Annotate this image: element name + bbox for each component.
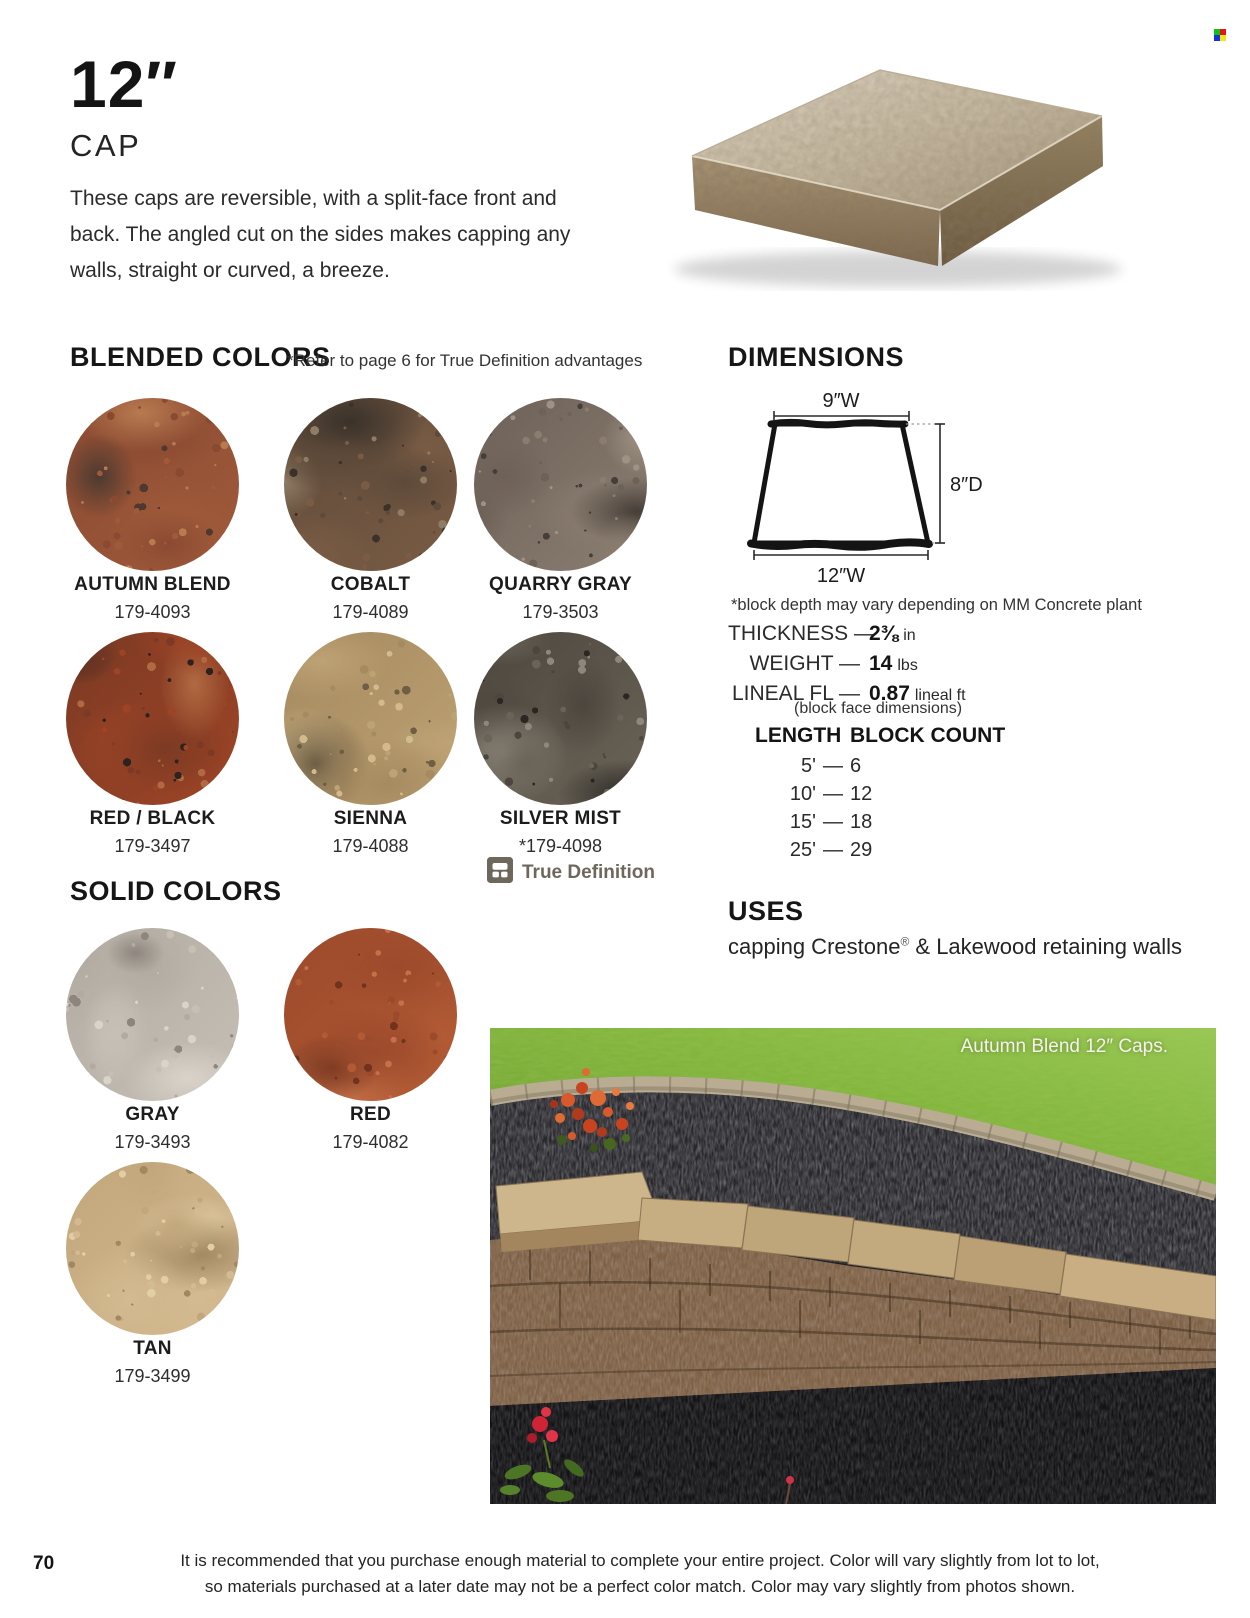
swatch-name: SILVER MIST <box>499 808 622 829</box>
table-row: 25' — 29 <box>789 839 873 861</box>
swatch-name: SIENNA <box>333 808 408 829</box>
swatch-sienna <box>284 632 457 805</box>
swatch-label <box>284 808 457 857</box>
dimensions-title: DIMENSIONS <box>728 342 905 372</box>
swatch-label <box>474 574 647 623</box>
swatch-name: COBALT <box>330 574 411 595</box>
true-definition-icon <box>487 857 513 888</box>
swatch-name: RED <box>349 1104 391 1125</box>
swatch-code: 179-3493 <box>114 1132 191 1152</box>
swatch-code: 179-3499 <box>114 1366 191 1386</box>
swatch-code: 179-3497 <box>114 836 191 856</box>
swatch-autumn-blend <box>66 398 239 571</box>
registered-mark: ® <box>900 934 910 949</box>
spec-thickness: THICKNESS —2⅜ in <box>728 622 916 645</box>
swatch-red <box>284 928 457 1101</box>
swatch-code: *179-4098 <box>518 836 603 856</box>
solid-colors-title: SOLID COLORS <box>70 876 282 906</box>
swatch-cobalt <box>284 398 457 571</box>
blended-colors-note: *Refer to page 6 for True Definition advantages <box>287 351 643 370</box>
swatch-code: 179-4082 <box>332 1132 409 1152</box>
corner-color-grid-icon <box>1214 29 1226 41</box>
swatch-label <box>474 808 647 857</box>
footer-disclaimer: It is recommended that you purchase enough material to complete your entire project. Color will vary slightly from lot to lot, so materials purchased at a later date may not be a perfect color match. Color may vary slightly from photos shown. <box>180 1551 1100 1596</box>
swatch-name: AUTUMN BLEND <box>74 574 231 595</box>
swatch-name: QUARRY GRAY <box>488 574 633 595</box>
table-row: 5' — 6 <box>801 755 862 777</box>
photo-caption: Autumn Blend 12″ Caps. <box>960 1036 1168 1057</box>
swatch-label <box>66 1104 239 1153</box>
swatch-label <box>284 574 457 623</box>
swatch-name: RED / BLACK <box>89 808 216 829</box>
table-row: 15' — 18 <box>789 811 873 833</box>
table-row: 10' — 12 <box>789 783 873 805</box>
page-number: 70 <box>33 1553 55 1574</box>
spec-subnote: (block face dimensions) <box>794 700 963 717</box>
swatch-quarry-gray <box>474 398 647 571</box>
corner-cell-yellow <box>1220 35 1226 41</box>
swatch-name: TAN <box>133 1338 172 1359</box>
spec-lineal: LINEAL FL — 0.87 lineal ft <box>732 682 966 705</box>
swatch-code: 179-4088 <box>332 836 409 856</box>
swatch-label <box>66 1338 239 1387</box>
product-description: These caps are reversible, with a split-face front and back. The angled cut on the sides makes capping any walls, straight or curved, a breeze. <box>70 187 571 283</box>
swatch-label <box>66 574 239 623</box>
dim-top-width-label: 9″W <box>822 390 860 412</box>
swatch-silver-mist <box>474 632 647 805</box>
product-size-title: 12″ <box>70 47 179 121</box>
product-photo <box>640 28 1140 303</box>
swatch-label <box>284 1104 457 1153</box>
dim-bottom-width-label: 12″W <box>816 565 866 587</box>
swatch-name: GRAY <box>125 1104 180 1125</box>
table-col-length: LENGTH <box>755 724 842 747</box>
swatch-tan <box>66 1162 239 1335</box>
swatch-code: 179-4093 <box>114 602 191 622</box>
swatch-code: 179-4089 <box>332 602 409 622</box>
swatch-label <box>66 808 239 857</box>
application-photo <box>490 1028 1216 1504</box>
spec-list <box>728 622 966 712</box>
spec-weight: WEIGHT — 14 lbs <box>749 652 918 675</box>
true-definition-badge <box>487 857 655 888</box>
swatch-red-black <box>66 632 239 805</box>
swatch-code: 179-3503 <box>522 602 599 622</box>
product-type-label: CAP <box>70 128 142 163</box>
true-definition-label: True Definition <box>522 861 655 883</box>
dimensions-note: *block depth may vary depending on MM Concrete plant <box>731 596 1142 614</box>
dim-depth-label: 8″D <box>950 474 983 496</box>
swatch-gray <box>66 928 239 1101</box>
uses-title: USES <box>728 896 804 926</box>
uses-text: capping Crestone® & Lakewood retaining walls <box>728 934 1183 959</box>
table-col-block-count: BLOCK COUNT <box>850 724 1006 747</box>
blended-colors-title: BLENDED COLORS <box>70 342 331 372</box>
dimensions-diagram <box>718 378 1018 618</box>
